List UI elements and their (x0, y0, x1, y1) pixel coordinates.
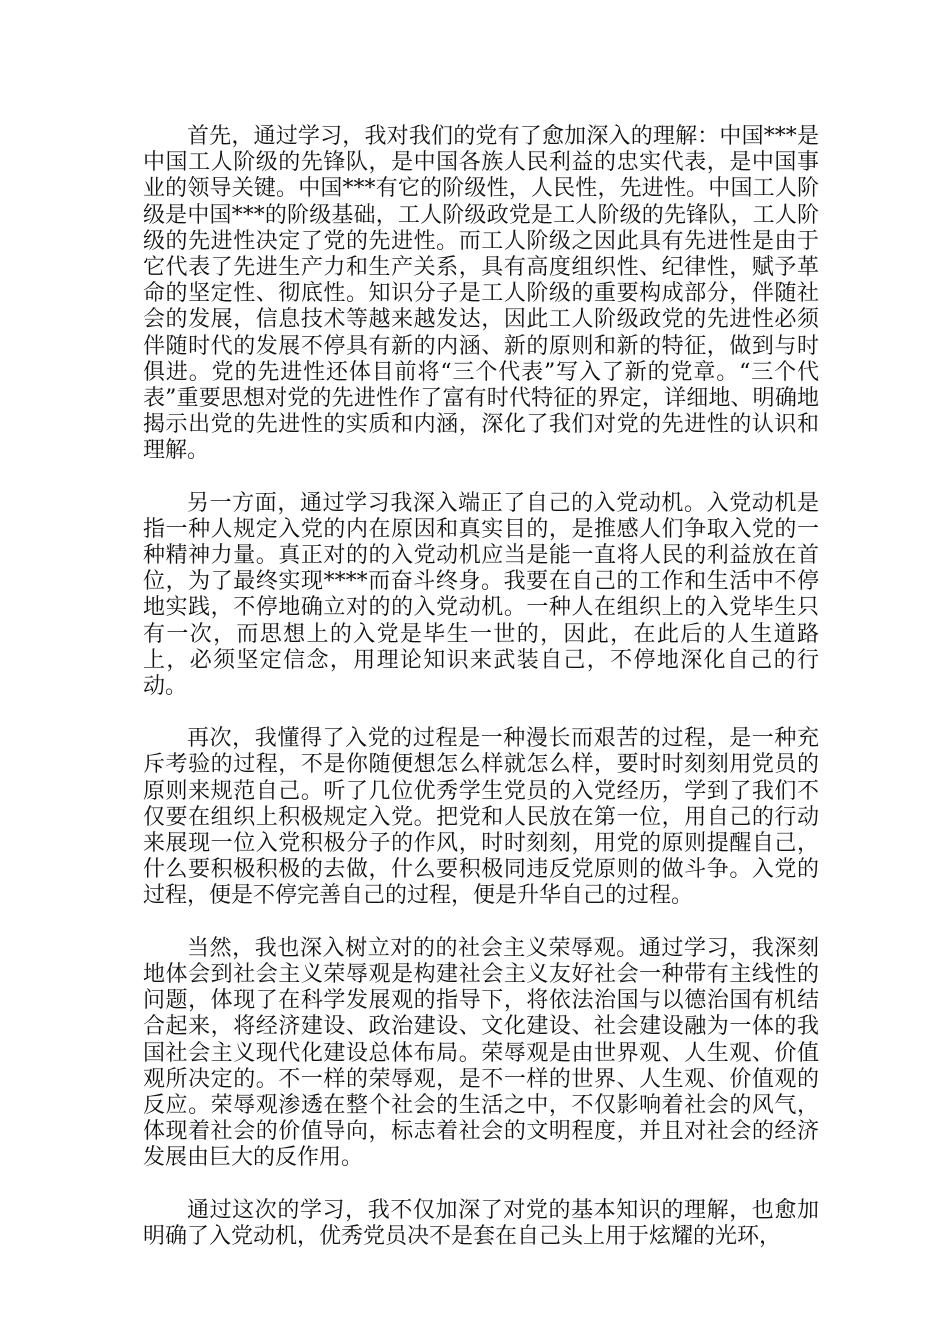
paragraph-5: 通过这次的学习，我不仅加深了对党的基本知识的理解，也愈加明确了入党动机，优秀党员决不是套在自己头上用于炫耀的光环， (143, 1197, 819, 1249)
document-body (143, 124, 819, 1276)
paragraph-3: 再次，我懂得了入党的过程是一种漫长而艰苦的过程，是一种充斥考验的过程，不是你随便想怎么样就怎么样，要时时刻刻用党员的原则来规范自己。听了几位优秀学生党员的入党经历，学到了我们不仅要在组织上积极规定入党。把党和人民放在第一位，用自己的行动来展现一位入党积极分子的作风，时时刻刻，用党的原则提醒自己，什么要积极积极的去做，什么要积极同违反党原则的做斗争。入党的过程，便是不停完善自己的过程，便是升华自己的过程。 (143, 726, 819, 909)
paragraph-4: 当然，我也深入树立对的的社会主义荣辱观。通过学习，我深刻地体会到社会主义荣辱观是构建社会主义友好社会一种带有主线性的问题，体现了在科学发展观的指导下，将依法治国与以德治国有机结合起来，将经济建设、政治建设、文化建设、社会建设融为一体的我国社会主义现代化建设总体布局。荣辱观是由世界观、人生观、价值观所决定的。不一样的荣辱观，是不一样的世界、人生观、价值观的反应。荣辱观渗透在整个社会的生活之中，不仅影响着社会的风气，体现着社会的价值导向，标志着社会的文明程度，并且对社会的经济发展由巨大的反作用。 (143, 935, 819, 1171)
paragraph-2: 另一方面，通过学习我深入端正了自己的入党动机。入党动机是指一种人规定入党的内在原因和真实目的，是推感人们争取入党的一种精神力量。真正对的的入党动机应当是能一直将人民的利益放在首位，为了最终实现****而奋斗终身。我要在自己的工作和生活中不停地实践，不停地确立对的的入党动机。一种人在组织上的入党毕生只有一次，而思想上的入党是毕生一世的，因此，在此后的人生道路上，必须坚定信念，用理论知识来武装自己，不停地深化自己的行动。 (143, 490, 819, 700)
paragraph-1: 首先，通过学习，我对我们的党有了愈加深入的理解：中国***是中国工人阶级的先锋队，是中国各族人民利益的忠实代表，是中国事业的领导关键。中国***有它的阶级性，人民性，先进性。中国工人阶级是中国***的阶级基础，工人阶级政党是工人阶级的先锋队，工人阶级的先进性决定了党的先进性。而工人阶级之因此具有先进性是由于它代表了先进生产力和生产关系，具有高度组织性、纪律性，赋予革命的坚定性、彻底性。知识分子是工人阶级的重要构成部分，伴随社会的发展，信息技术等越来越发达，因此工人阶级政党的先进性必须伴随时代的发展不停具有新的内涵、新的原则和新的特征，做到与时俱进。党的先进性还体目前将“三个代表”写入了新的党章。“三个代表”重要思想对党的先进性作了富有时代特征的界定，详细地、明确地揭示出党的先进性的实质和内涵，深化了我们对党的先进性的认识和理解。 (143, 124, 819, 464)
